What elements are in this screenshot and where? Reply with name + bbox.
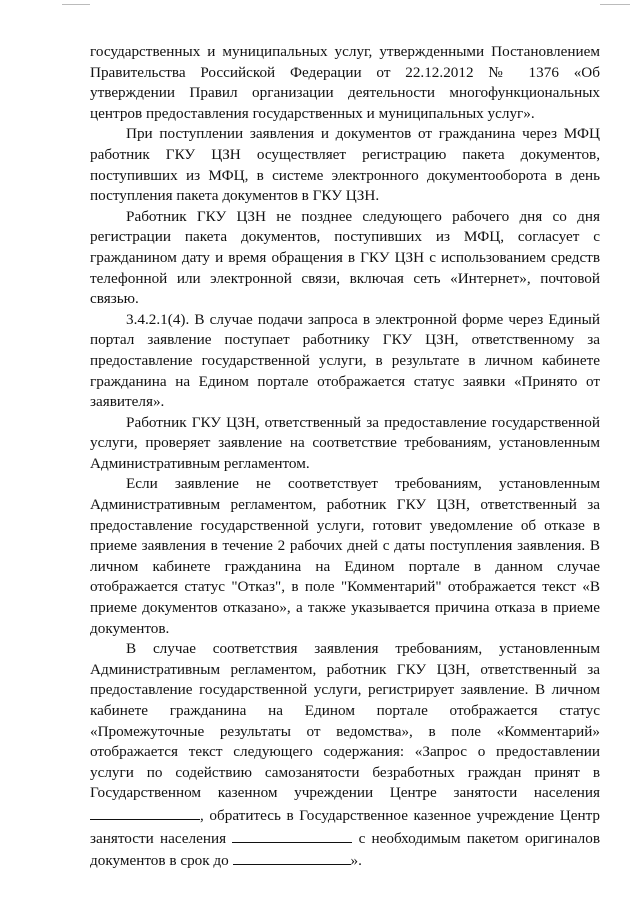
paragraph: Работник ГКУ ЦЗН не позднее следующего рабочего дня со дня регистрации пакета документов, поступивших из МФЦ, согласует с гражданином дату и время обращения в ГКУ ЦЗН с использованием средств телефонной или электронной связи, включая сеть «Интернет», почтовой связью. xyxy=(90,207,600,308)
document-body xyxy=(90,42,600,872)
paragraph: Работник ГКУ ЦЗН, ответственный за предоставление государственной услуги, проверяет заявление на соответствие требованиям, установленным Административным регламентом. xyxy=(90,413,600,472)
scan-edge-mark-right xyxy=(600,4,630,5)
paragraph-text: В случае соответствия заявления требованиям, установленным Административным регламентом, работник ГКУ ЦЗН, ответственный за предоставление государственной услуги, регистрирует заявление. В личном кабинете гражданина на Едином портале отображается статус «Промежуточные результаты от ведомства», в поле «Комментарий» отображается текст следующего содержания: «Запрос о предоставлении услуги по содействию самозанятости безработных граждан принят в Государственном казенном учреждении Центре занятости населения xyxy=(90,640,600,802)
scan-edge-mark-left xyxy=(62,4,90,5)
paragraph: 3.4.2.1(4). В случае подачи запроса в электронной форме через Единый портал заявление поступает работнику ГКУ ЦЗН, ответственному за предоставление государственной услуги, в результате в личном кабинете гражданина на Едином портале отображается статус заявки «Принято от заявителя». xyxy=(90,310,600,411)
paragraph-text: , обратитесь в Государственное казенное учреждение Центр занятости населения xyxy=(90,806,600,847)
paragraph: государственных и муниципальных услуг, утвержденными Постановлением Правительства Российской Федерации от 22.12.2012 № 1376 «Об утверждении Правил организации деятельности многофункциональных центров предоставления государственных и муниципальных услуг». xyxy=(90,43,600,122)
blank-line xyxy=(233,849,351,865)
paragraph-text: с необходимым пакетом оригиналов документов в срок до xyxy=(90,829,601,870)
blank-line xyxy=(232,827,352,843)
paragraph-text: ». xyxy=(350,852,362,870)
paragraph-with-blanks xyxy=(90,639,600,872)
paragraph: Если заявление не соответствует требованиям, установленным Административным регламентом, работник ГКУ ЦЗН, ответственный за предоставление государственной услуги, готовит уведомление об отказе в приеме заявления в течение 2 рабочих дней с даты поступления заявления. В личном кабинете гражданина на Едином портале в данном случае отображается статус "Отказ", в поле "Комментарий" отображается текст «В приеме документов отказано», а также указывается причина отказа в приеме документов. xyxy=(90,475,600,637)
paragraph: При поступлении заявления и документов от гражданина через МФЦ работник ГКУ ЦЗН осуществляет регистрацию пакета документов, поступивших из МФЦ, в системе электронного документооборота в день поступления пакета документов в ГКУ ЦЗН. xyxy=(90,125,600,205)
blank-line xyxy=(90,804,200,820)
